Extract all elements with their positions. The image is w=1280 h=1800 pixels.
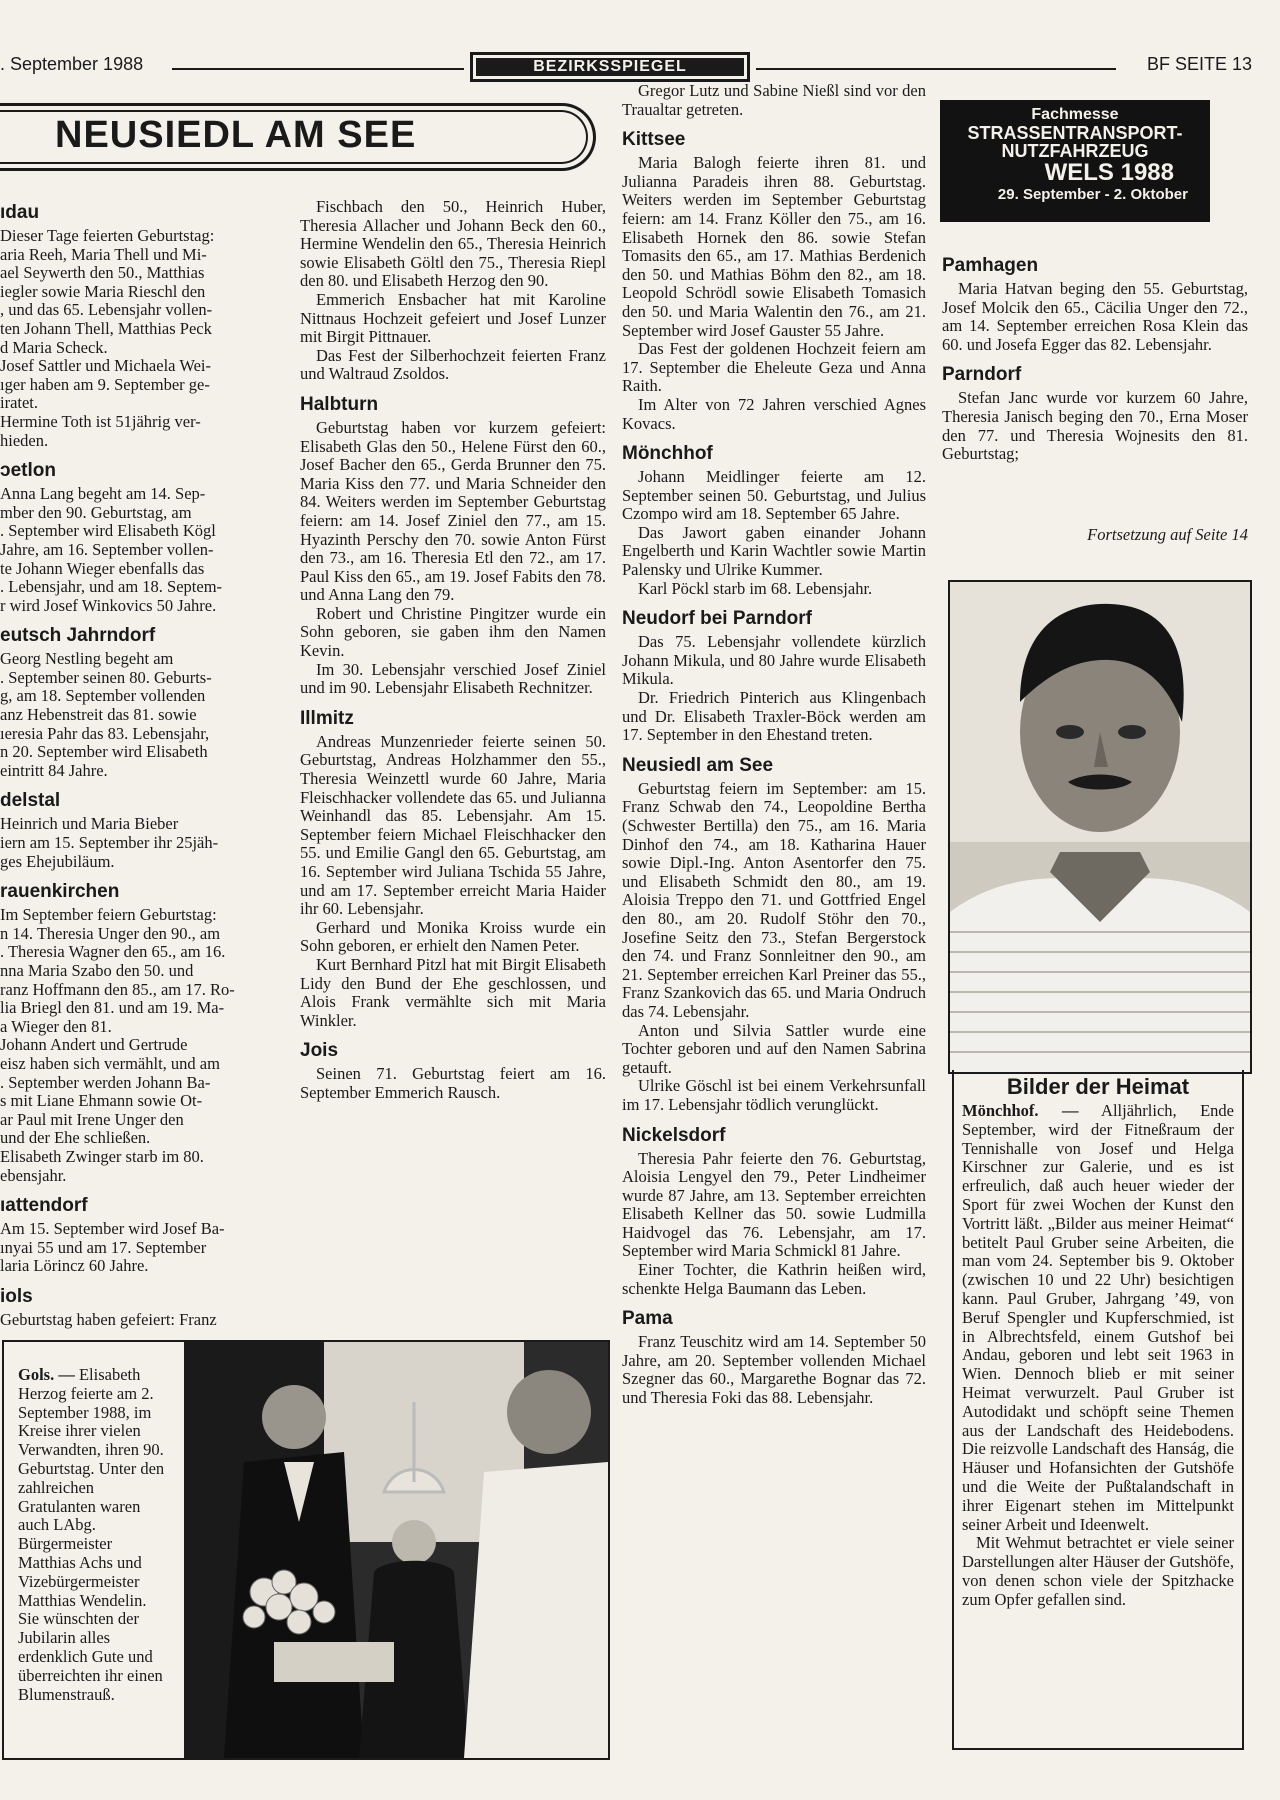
trade-fair-ad	[940, 100, 1210, 222]
paragraph: und der Ehe schließen.	[0, 1129, 151, 1148]
paragraph: ebensjahr.	[0, 1166, 67, 1185]
paragraph: Franz Teuschitz wird am 14. September 50 Jahre, am 20. September vollenden Michael Szegner das 60., Margarethe Bognar das 72. und Theresia Foki das 88. Lebensjahr.	[622, 1332, 926, 1408]
place-heading: Nickelsdorf	[622, 1124, 726, 1146]
place-heading: delstal	[0, 790, 61, 812]
paragraph: Hermine Toth ist 51jährig ver-	[0, 412, 201, 431]
paragraph: Das Fest der goldenen Hochzeit feiern am 17. September die Eheleute Geza und Anna Raith.	[622, 339, 926, 396]
heimat-article	[952, 1070, 1244, 1750]
place-heading: iols	[0, 1285, 33, 1307]
paragraph: Theresia Pahr feierte den 76. Geburtstag, Aloisia Lengyel den 79., Peter Lindheimer wurde 87 Jahre, am 13. September erreichten Elisabeth Kellner das 50. sowie Ludmilla Haidvogel das 76. Lebensjahr, am 17. September wird Maria Schmickl 81 Jahre.	[622, 1148, 926, 1261]
paragraph: ıger haben am 9. September ge-	[0, 375, 210, 394]
paragraph: . September werden Johann Ba-	[0, 1073, 211, 1092]
paragraph: Gregor Lutz und Sabine Nießl sind vor den Traualtar getreten.	[622, 81, 926, 119]
paragraph: Geburtstag feiern im September: am 15. Franz Schwab den 74., Leopoldine Bertha (Schwester Bertilla) den 75., am 16. Maria Dinhof den 74., am 18. Katharina Hauer sowie Dipl.-Ing. Anton Asentorfer den 75. und Elisabeth Schmidt den 80., am 19. Aloisia Treppo den 71. und Gottfried Engel den 80., am 20. Rudolf Stöhr den 70., Josefine Seitz den 73., Stefan Bergerstock den 74. und Franz Sonnleitner den 90., am 21. September erreichen Karl Preiner das 55., Franz Szankovich das 65. und Maria Ondruch das 74. Lebensjahr.	[622, 778, 926, 1021]
place-heading: ıattendorf	[0, 1195, 88, 1217]
paragraph: . Theresia Wagner den 65., am 16.	[0, 943, 226, 962]
paragraph: Geburtstag haben vor kurzem gefeiert: Elisabeth Glas den 50., Helene Fürst den 60., Josef Bacher den 65., Gerda Brunner den 75. Maria Kiss den 77. und Maria Schneider den 84. Weiters werden im September Geburtstag feiern: am 14. Josef Ziniel den 77., am 15. Hyazinth Perschy den 70. sowie Anton Fürst den 73., am 16. Theresia Etl den 72., am 17. Paul Kiss den 65., am 19. Josef Fabits den 78. und Anna Lang den 79.	[300, 417, 606, 605]
paragraph: ınyai 55 und am 17. September	[0, 1238, 207, 1257]
paragraph: ten Johann Thell, Matthias Peck	[0, 319, 212, 338]
heimat-title: Bilder der Heimat	[1006, 1074, 1190, 1099]
paragraph: Jahre, am 16. September vollen-	[0, 540, 214, 559]
paragraph: Das Jawort gaben einander Johann Engelberth und Karin Wachtler sowie Martin Palensky und Ulrike Kummer.	[622, 522, 926, 580]
place-heading: ıdau	[0, 202, 40, 223]
paragraph: . Lebensjahr, und am 18. Septem-	[0, 578, 223, 597]
paragraph: Heinrich und Maria Bieber	[0, 815, 179, 834]
ad-line-5: 29. September - 2. Oktober	[997, 186, 1188, 203]
paragraph: . September seinen 80. Geburts-	[0, 668, 212, 687]
place-heading: Parndorf	[942, 364, 1022, 386]
paragraph: Andreas Munzenrieder feierte seinen 50. Geburtstag, Andreas Holzhammer den 55., Theresia Weinzettl wurde 60 Jahre, Maria Fleischhacker vollendete das 65. und Julianna Weinhandl das 85. Lebensjahr. Am 15. September feiern Michael Fleischhacker den 55. und Emilie Gangl den 65. Geburtstag, am 16. September wird Juliana Tschida 55 Jahre, und am 17. September erreicht Maria Haider ihr 60. Lebensjahr.	[300, 731, 606, 919]
header-rule-right	[756, 68, 1116, 70]
paragraph: Anna Lang begeht am 14. Sep-	[0, 485, 206, 504]
paragraph: mber den 90. Geburtstag, am	[0, 503, 192, 522]
paragraph: a Wieger den 81.	[0, 1017, 112, 1036]
section-label	[470, 52, 750, 82]
paragraph: ar Paul mit Irene Unger den	[0, 1110, 184, 1129]
portrait-illustration	[950, 582, 1250, 1072]
paragraph: r wird Josef Winkovics 50 Jahre.	[0, 596, 217, 615]
place-heading: Jois	[300, 1040, 339, 1062]
paragraph: ıeresia Pahr das 83. Lebensjahr,	[0, 724, 210, 743]
paragraph: Johann Meidlinger feierte am 12. September seinen 50. Geburtstag, und Julius Czompo wird am 18. September 65 Jahre.	[622, 467, 926, 524]
ad-line-1: Fachmesse	[1031, 106, 1119, 123]
paragraph: Dr. Friedrich Pinterich aus Klingenbach und Dr. Elisabeth Traxler-Böck werden am 17. September in den Ehestand treten.	[622, 688, 926, 745]
paragraph: Geburtstag haben gefeiert: Franz	[0, 1310, 217, 1329]
paragraph: hieden.	[0, 431, 49, 450]
heimat-text: Alljährlich, Ende September, wird der Fitneßraum der Tennishalle von Josef und Helga Kirschner zur Galerie, und es ist erfreulich, daß auch heuer wieder der Sport für zwei Wochen der Kunst den Vortritt läßt. „Bilder aus meiner Heimat“ betitelt Paul Gruber seine Arbeiten, die man vom 24. September bis 9. Oktober (zwischen 10 und 22 Uhr) besichtigen kann. Paul Gruber, Jahrgang ’49, von Beruf Spengler und Kupferschmied, ist in Albrechtsfeld, einem Gutshof bei Andau, geboren und lebt seit 1963 in Wien. Dennoch blieb er mit seiner Heimat verwurzelt. Paul Gruber ist Autodidakt und schöpft seine Themen aus der Landschaft des Heidebodens. Die reizvolle Landschaft des Hanság, die Häuser und Hofansichten der Gutshöfe und die Weite der Pußtalandschaft in ihrer Eigenart stehen im Mittelpunkt seiner Arbeit und Ideenwelt.	[962, 1101, 1235, 1534]
paragraph: Einer Tochter, die Kathrin heißen wird, schenkte Helga Baumann das Leben.	[622, 1260, 926, 1298]
paragraph: lia Briegl den 81. und am 19. Ma-	[0, 999, 225, 1018]
portrait-photo	[948, 580, 1252, 1074]
place-heading: Neusiedl am See	[622, 754, 774, 776]
place-heading: Neudorf bei Parndorf	[622, 608, 813, 630]
continuation-note	[942, 526, 1248, 545]
region-title: NEUSIEDL AM SEE	[55, 114, 417, 156]
paragraph: Karl Pöckl starb im 68. Lebensjahr.	[638, 578, 873, 598]
continuation-text: Fortsetzung auf Seite 14	[1087, 525, 1248, 544]
paragraph: Maria Balogh feierte ihren 81. und Julianna Paradeis ihren 88. Geburtstag. Weiters werden im September Geburtstag feiern: am 14. Franz Köller den 75., am 16. Elisabeth Hornek den 86. sowie Stefan Tomasits den 65., am 17. Mathias Berdenich den 50. und Mathias Böhm den 82., am 18. Leopold Schrödl sowie Elisabeth Tomasich den 50. und Maria Walentin den 76., am 21. September wird Josef Gauster 55 Jahre.	[622, 153, 926, 340]
place-heading: Pama	[622, 1308, 673, 1330]
paragraph: n 20. September wird Elisabeth	[0, 743, 208, 762]
paragraph: Maria Hatvan beging den 55. Geburtstag, Josef Molcik den 65., Cäcilia Unger den 72., am 14. September erreichen Rosa Klein das 60. und Josefa Egger das 82. Lebensjahr.	[942, 279, 1248, 354]
paragraph: Das 75. Lebensjahr vollendete kürzlich Johann Mikula, und 80 Jahre wurde Elisabeth Mikula.	[622, 632, 926, 689]
place-heading: Halbturn	[300, 393, 379, 415]
paragraph: Im Alter von 72 Jahren verschied Agnes Kovacs.	[622, 394, 926, 433]
paragraph: iegler sowie Maria Rieschl den	[0, 282, 206, 301]
paragraph: laria Lörincz 60 Jahre.	[0, 1257, 149, 1276]
paragraph: g, am 18. September vollenden	[0, 687, 206, 706]
paragraph: Ulrike Göschl ist bei einem Verkehrsunfall im 17. Lebensjahr tödlich verunglückt.	[622, 1076, 926, 1114]
ad-line-3: NUTZFAHRZEUG	[1001, 141, 1149, 161]
place-heading: eutsch Jahrndorf	[0, 625, 156, 647]
paragraph: eisz haben sich vermählt, und am	[0, 1054, 220, 1073]
paragraph: eintritt 84 Jahre.	[0, 761, 108, 780]
paragraph: Seinen 71. Geburtstag feiert am 16. September Emmerich Rausch.	[300, 1064, 606, 1102]
paragraph: Das Fest der Silberhochzeit feierten Franz und Waltraud Zsoldos.	[300, 345, 606, 384]
paragraph: iratet.	[0, 394, 39, 413]
paragraph: aria Reeh, Maria Thell und Mi-	[0, 245, 207, 264]
issue-date: . September 1988	[0, 54, 144, 74]
column-2	[300, 198, 606, 1103]
column-3	[622, 82, 926, 1408]
paragraph: Emmerich Ensbacher hat mit Karoline Nittnaus Hochzeit gefeiert und Josef Lunzer mit Birgit Pittnauer.	[300, 289, 606, 347]
gols-photo	[184, 1342, 608, 1758]
paragraph: te Johann Wieger ebenfalls das	[0, 559, 205, 578]
paragraph: n 14. Theresia Unger den 90., am	[0, 924, 221, 943]
header-rule-left	[172, 68, 464, 70]
place-heading: Kittsee	[622, 129, 686, 151]
paragraph: Stefan Janc wurde vor kurzem 60 Jahre, Theresia Janisch beging den 70., Erna Moser den 77. und Theresia Wojnesits den 81. Geburtstag;	[942, 388, 1248, 464]
place-heading: rauenkirchen	[0, 881, 120, 903]
region-banner	[0, 103, 596, 171]
celebration-illustration	[184, 1342, 608, 1758]
gols-photo-box	[2, 1340, 610, 1760]
paragraph: Gerhard und Monika Kroiss wurde ein Sohn geboren, er erhielt den Namen Peter.	[300, 917, 606, 956]
gols-text: Elisabeth Herzog feierte am 2. September 1988, im Kreise ihrer vielen Verwandten, ihren 90. Geburtstag. Unter den zahlreichen Gratulanten waren auch LAbg. Bürgermeister Matthias Achs und Vizebürgermeister Matthias Wendelin. Sie wünschten der Jubilarin alles erdenklich Gute und überreichten ihr einen Blumenstrauß.	[18, 1365, 165, 1704]
column-1	[0, 192, 288, 1330]
paragraph: Robert und Christine Pingitzer wurde ein Sohn geboren, sie gaben ihm den Namen Kevin.	[300, 603, 606, 661]
paragraph: ael Seywerth den 50., Matthias	[0, 264, 205, 283]
paragraph: ranz Hoffmann den 85., am 17. Ro-	[0, 980, 235, 999]
paragraph: , und das 65. Lebensjahr vollen-	[0, 301, 213, 320]
paragraph: iern am 15. September ihr 25jäh-	[0, 834, 219, 853]
place-heading: ɔetlon	[0, 460, 56, 482]
paragraph: Anton und Silvia Sattler wurde eine Tochter geboren und auf den Namen Sabrina getauft.	[622, 1020, 926, 1077]
paragraph: Im September feiern Geburtstag:	[0, 906, 217, 925]
paragraph: Johann Andert und Gertrude	[0, 1036, 188, 1055]
paragraph: Dieser Tage feierten Geburtstag:	[0, 227, 215, 245]
paragraph: . September wird Elisabeth Kögl	[0, 522, 216, 541]
column-4	[942, 245, 1248, 464]
paragraph: s mit Liane Ehmann sowie Ot-	[0, 1092, 203, 1111]
place-heading: Mönchhof	[622, 443, 713, 465]
section-label-text: BEZIRKSSPIEGEL	[476, 58, 744, 76]
heimat-body	[962, 1102, 1234, 1610]
paragraph: ges Ehejubiläum.	[0, 852, 115, 871]
gols-caption	[18, 1366, 168, 1704]
heimat-text-2: Mit Wehmut betrachtet er viele seiner Darstellungen alter Häuser der Gutshöfe, von denen schon viele der Spitzhacke zum Opfer gefallen sind.	[962, 1533, 1234, 1609]
gols-lead: Gols. —	[18, 1365, 75, 1384]
paragraph: Elisabeth Zwinger starb im 80.	[0, 1147, 204, 1166]
paragraph: Am 15. September wird Josef Ba-	[0, 1220, 225, 1239]
heimat-lead: Mönchhof. —	[962, 1101, 1079, 1120]
paragraph: Fischbach den 50., Heinrich Huber, Theresia Allacher und Johann Beck den 60., Hermine Wendelin den 65., Theresia Heinrich sowie Elisabeth Göltl den 75., Theresia Riepl den 80. und Elisabeth Herzog den 90.	[300, 197, 606, 291]
place-heading: Illmitz	[300, 707, 354, 729]
paragraph: nna Maria Szabo den 50. und	[0, 962, 194, 980]
ad-line-4: WELS 1988	[1044, 159, 1174, 186]
page-number: BF SEITE 13	[1146, 54, 1252, 74]
ad-line-2: STRASSENTRANSPORT-	[967, 123, 1183, 143]
place-heading: Pamhagen	[942, 255, 1039, 276]
paragraph: Kurt Bernhard Pitzl hat mit Birgit Elisabeth Lidy den Bund der Ehe geschlossen, und Alois Frank vermählte sich mit Maria Winkler.	[300, 954, 606, 1030]
paragraph: anz Hebenstreit das 81. sowie	[0, 706, 197, 725]
paragraph: Georg Nestling begeht am	[0, 650, 174, 669]
paragraph: Josef Sattler und Michaela Wei-	[0, 357, 211, 376]
paragraph: Im 30. Lebensjahr verschied Josef Ziniel und im 90. Lebensjahr Elisabeth Rechnitzer.	[300, 659, 606, 698]
paragraph: d Maria Scheck.	[0, 338, 108, 357]
